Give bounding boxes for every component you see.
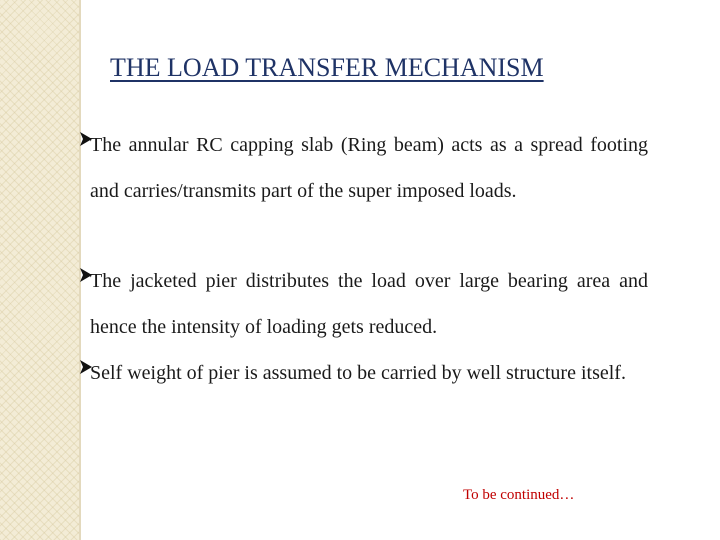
arrow-bullet-icon bbox=[80, 360, 92, 374]
arrow-bullet-icon bbox=[80, 268, 92, 282]
slide-title: THE LOAD TRANSFER MECHANISM bbox=[110, 53, 544, 82]
decorative-left-strip bbox=[0, 0, 80, 540]
bullet-text: The annular RC capping slab (Ring beam) acts as a spread footing and carries/transmits part of the super imposed loads. bbox=[90, 134, 648, 202]
bullet-text: The jacketed pier distributes the load over large bearing area and hence the intensity of loading gets reduced. bbox=[90, 270, 648, 338]
bullet-text: Self weight of pier is assumed to be carried by well structure itself. bbox=[90, 362, 626, 384]
bullet-item bbox=[70, 350, 648, 396]
bullet-item bbox=[70, 122, 648, 214]
bullet-item bbox=[70, 258, 648, 350]
arrow-bullet-icon bbox=[80, 132, 92, 146]
continued-note: To be continued… bbox=[463, 487, 575, 503]
